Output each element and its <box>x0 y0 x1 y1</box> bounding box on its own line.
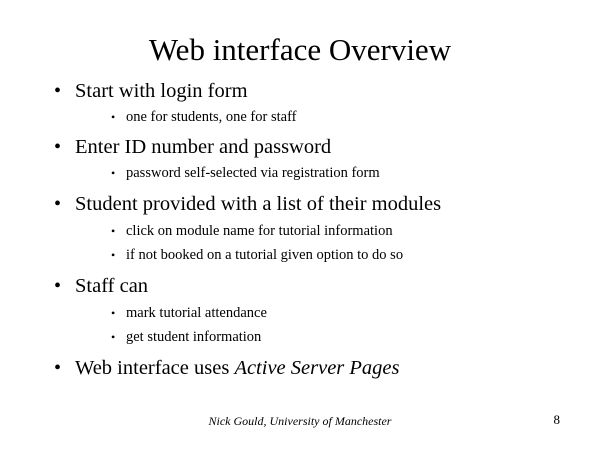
bullet-text: Student provided with a list of their modules <box>75 193 442 215</box>
sub-bullet-text: if not booked on a tutorial given option to do so <box>126 247 404 263</box>
sub-bullet-icon: • <box>111 110 116 124</box>
sub-bullet-icon: • <box>111 306 116 320</box>
bullet-text-emphasis: Active Server Pages <box>234 357 400 379</box>
bullet-icon: • <box>54 357 62 379</box>
bullet-text: Start with login form <box>75 80 248 102</box>
sub-bullet-text: click on module name for tutorial information <box>126 223 393 239</box>
sub-bullet-icon: • <box>111 330 116 344</box>
page-number: 8 <box>553 412 560 427</box>
bullet-icon: • <box>54 80 62 102</box>
bullet-text: Enter ID number and password <box>75 136 332 158</box>
slide-footer: Nick Gould, University of Manchester <box>208 414 392 428</box>
bullet-icon: • <box>54 136 62 158</box>
sub-bullet-icon: • <box>111 248 116 262</box>
bullet-text: Staff can <box>75 275 149 297</box>
slide-title: Web interface Overview <box>148 32 452 67</box>
bullet-text <box>75 356 400 380</box>
bullet-text-prefix: Web interface uses <box>75 357 235 379</box>
sub-bullet-text: one for students, one for staff <box>126 109 297 125</box>
sub-bullet-text: get student information <box>126 329 262 345</box>
sub-bullet-icon: • <box>111 224 116 238</box>
bullet-icon: • <box>54 275 62 297</box>
bullet-icon: • <box>54 193 62 215</box>
sub-bullet-text: password self-selected via registration form <box>126 165 380 181</box>
sub-bullet-icon: • <box>111 166 116 180</box>
sub-bullet-text: mark tutorial attendance <box>126 305 267 321</box>
